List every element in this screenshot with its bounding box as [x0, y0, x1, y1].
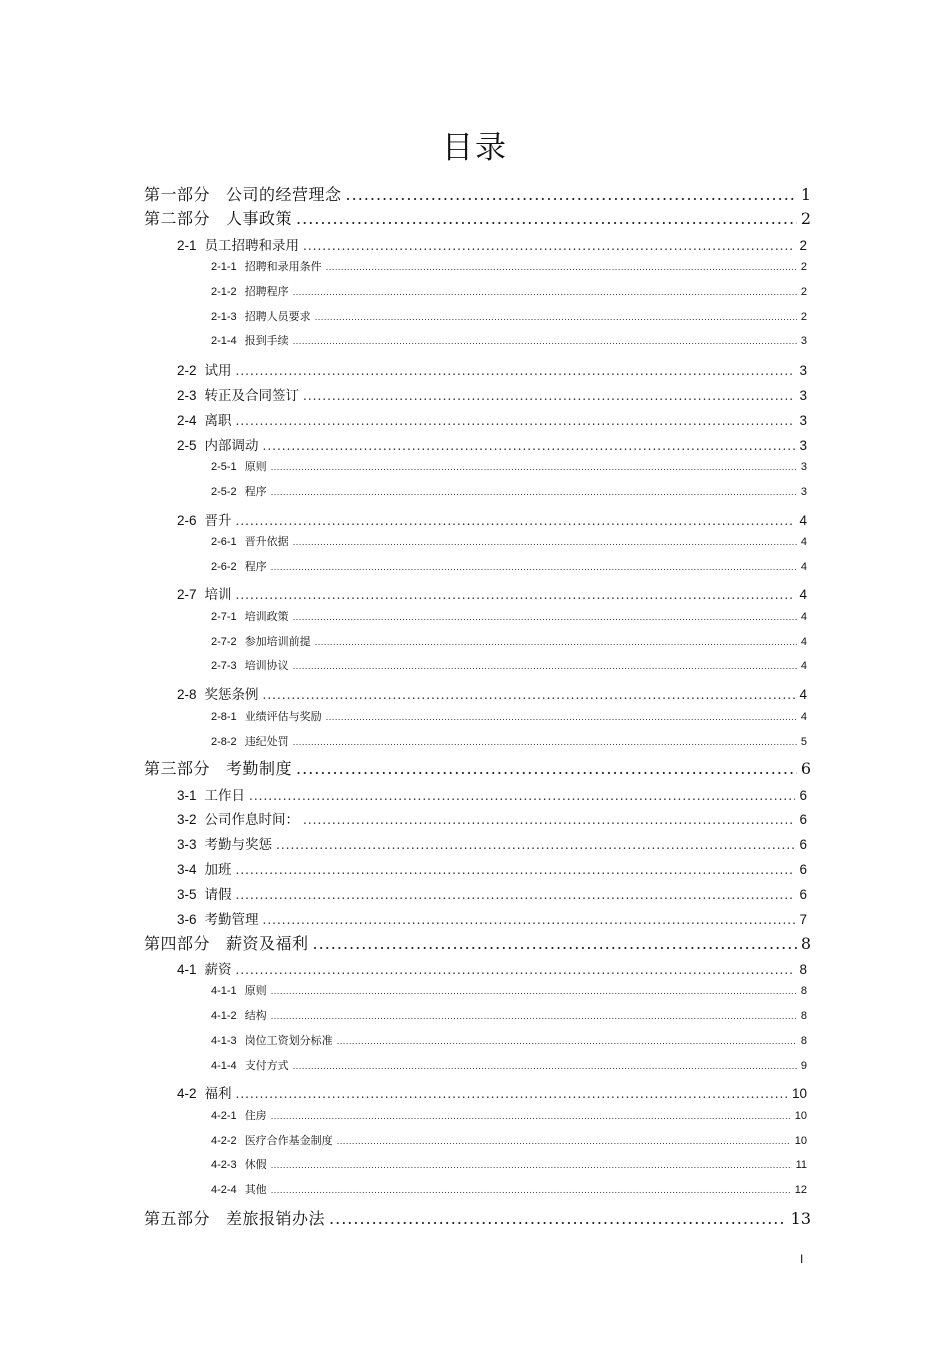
toc-entry-title: 薪资	[204, 962, 232, 978]
toc-entry[interactable]	[177, 359, 807, 379]
toc-entry-number: 2-2	[177, 363, 197, 378]
toc-entry[interactable]	[177, 434, 807, 454]
toc-entry[interactable]	[211, 258, 807, 274]
toc-entry-title: 公司作息时间：	[204, 812, 300, 828]
toc-entry-label	[144, 756, 292, 779]
toc-leader-dots	[296, 209, 797, 228]
toc-entry-number: 2-5	[177, 438, 197, 453]
toc-entry-number: 3-3	[177, 837, 197, 852]
toc-leader-dots	[271, 1112, 791, 1121]
toc-entry-page: 4	[800, 611, 807, 623]
toc-entry-title: 招聘人员要求	[244, 310, 311, 323]
toc-entry-label	[177, 409, 232, 429]
toc-leader-dots	[326, 713, 797, 722]
toc-leader-dots	[293, 288, 797, 297]
toc-entry-page: 3	[799, 388, 807, 403]
toc-entry[interactable]	[211, 283, 807, 299]
toc-entry-title: 人事政策	[226, 209, 293, 228]
toc-leader-dots	[236, 588, 796, 602]
toc-entry-title: 招聘程序	[244, 285, 289, 298]
toc-entry-label	[211, 558, 267, 574]
toc-entry-page: 9	[800, 1060, 807, 1072]
toc-entry-label	[211, 1181, 267, 1197]
toc-entry-label	[211, 708, 322, 724]
toc-entry-label	[144, 182, 342, 205]
toc-entry-number: 2-1-3	[211, 311, 237, 323]
toc-entry[interactable]	[211, 657, 807, 673]
toc-entry-title: 考勤制度	[226, 759, 293, 778]
toc-entry-label	[211, 1132, 333, 1148]
toc-entry[interactable]	[211, 1107, 807, 1123]
toc-entry-number: 第二部分	[144, 209, 211, 228]
toc-entry-page: 8	[800, 1010, 807, 1022]
toc-entry-title: 晋升依据	[244, 535, 289, 548]
toc-entry-label	[211, 483, 267, 499]
toc-entry[interactable]	[211, 483, 807, 499]
toc-entry-number: 4-1-3	[211, 1035, 237, 1047]
toc-entry-page: 4	[799, 513, 807, 528]
toc-entry-page: 6	[799, 812, 807, 827]
toc-entry-number: 2-8	[177, 687, 197, 702]
toc-entry-label	[177, 808, 299, 828]
toc-entry[interactable]	[211, 533, 807, 549]
toc-entry-label	[177, 384, 299, 404]
toc-entry-number: 2-6-1	[211, 536, 237, 548]
toc-entry-title: 业绩评估与奖励	[244, 710, 322, 723]
toc-entry-label	[177, 434, 259, 454]
toc-entry-page: 1	[800, 185, 811, 204]
toc-entry-page: 8	[800, 934, 811, 953]
toc-entry-title: 奖惩条例	[204, 687, 259, 703]
toc-entry-label	[211, 1007, 267, 1023]
toc-entry-number: 2-7-1	[211, 611, 237, 623]
toc-entry-title: 支付方式	[244, 1059, 289, 1072]
toc-entry-page: 2	[800, 261, 807, 273]
toc-leader-dots	[293, 738, 797, 747]
toc-entry-page: 6	[799, 862, 807, 877]
toc-entry-number: 3-1	[177, 788, 197, 803]
toc-entry-title: 离职	[204, 413, 232, 429]
toc-entry-page: 13	[790, 1209, 811, 1228]
toc-entry-page: 10	[794, 1110, 807, 1122]
toc-entry-label	[211, 657, 289, 673]
toc-entry[interactable]	[177, 583, 807, 603]
toc-leader-dots	[293, 662, 797, 671]
toc-entry-page: 3	[799, 363, 807, 378]
toc-entry-title: 程序	[244, 560, 267, 573]
toc-leader-dots	[346, 185, 797, 204]
toc-entry-label	[144, 1206, 325, 1229]
toc-entry-number: 2-1	[177, 238, 197, 253]
toc-leader-dots	[296, 759, 797, 778]
toc-entry-title: 结构	[244, 1009, 267, 1022]
toc-entry[interactable]	[177, 833, 807, 853]
toc-entry-label	[211, 982, 267, 998]
toc-entry-title: 差旅报销办法	[226, 1209, 326, 1228]
toc-leader-dots	[315, 313, 797, 322]
toc-entry-label	[211, 283, 289, 299]
toc-entry-number: 4-2	[177, 1086, 197, 1101]
toc-entry[interactable]	[211, 708, 807, 724]
toc-leader-dots	[337, 1137, 791, 1146]
toc-entry-number: 2-1-2	[211, 286, 237, 298]
toc-entry[interactable]	[177, 384, 807, 404]
toc-entry-label	[211, 258, 322, 274]
toc-entry-number: 4-2-3	[211, 1159, 237, 1171]
toc-entry-title: 培训协议	[244, 659, 289, 672]
toc-entry-label	[177, 958, 232, 978]
toc-entry-label	[211, 458, 267, 474]
page-number: I	[800, 1252, 804, 1266]
toc-entry-label	[177, 509, 232, 529]
toc-entry-page: 4	[799, 587, 807, 602]
toc-entry-page: 2	[800, 286, 807, 298]
toc-entry-title: 报到手续	[244, 334, 289, 347]
toc-entry-label	[211, 633, 311, 649]
toc-leader-dots	[263, 439, 796, 453]
toc-entry[interactable]	[211, 733, 807, 749]
toc-entry-label	[177, 784, 245, 804]
toc-entry-title: 参加培训前提	[244, 635, 311, 648]
toc-entry-page: 3	[800, 461, 807, 473]
toc-entry-page: 3	[800, 486, 807, 498]
toc-entry-number: 4-1-4	[211, 1060, 237, 1072]
toc-leader-dots	[271, 463, 797, 472]
toc-leader-dots	[271, 987, 797, 996]
toc-entry[interactable]	[177, 883, 807, 903]
toc-entry[interactable]	[144, 931, 811, 954]
toc-entry-label	[177, 683, 259, 703]
toc-entry[interactable]	[211, 633, 807, 649]
toc-leader-dots	[236, 963, 796, 977]
toc-entry-page: 11	[795, 1159, 807, 1171]
toc-leader-dots	[236, 888, 796, 902]
toc-entry-page: 6	[799, 837, 807, 852]
toc-entry-page: 3	[800, 335, 807, 347]
toc-entry-title: 原则	[244, 460, 267, 473]
toc-leader-dots	[236, 364, 796, 378]
toc-entry-number: 2-1-1	[211, 261, 237, 273]
toc-entry[interactable]	[211, 332, 807, 348]
toc-leader-dots	[293, 538, 797, 547]
toc-entry-page: 12	[794, 1184, 807, 1196]
toc-entry-page: 4	[800, 536, 807, 548]
toc-entry-number: 2-7-2	[211, 636, 237, 648]
toc-entry-title: 福利	[204, 1086, 232, 1102]
toc-entry-label	[211, 1156, 267, 1172]
toc-entry-page: 8	[799, 962, 807, 977]
toc-leader-dots	[293, 337, 797, 346]
toc-entry-number: 2-6-2	[211, 561, 237, 573]
toc-entry-label	[211, 533, 289, 549]
toc-entry-label	[211, 1032, 333, 1048]
toc-entry[interactable]	[144, 206, 811, 229]
toc-entry[interactable]	[177, 1082, 807, 1102]
toc-entry-number: 第三部分	[144, 759, 211, 778]
toc-leader-dots	[271, 563, 797, 572]
toc-entry-number: 第四部分	[144, 934, 211, 953]
toc-leader-dots	[236, 863, 796, 877]
toc-entry-page: 3	[799, 413, 807, 428]
toc-entry-label	[144, 206, 292, 229]
toc-entry-title: 工作日	[204, 788, 246, 804]
toc-leader-dots	[315, 638, 797, 647]
toc-leader-dots	[293, 613, 797, 622]
toc-entry-title: 晋升	[204, 513, 232, 529]
toc-entry-label	[177, 858, 232, 878]
toc-entry-page: 5	[800, 736, 807, 748]
toc-entry-label	[211, 1057, 289, 1073]
toc-entry-title: 原则	[244, 984, 267, 997]
toc-entry-page: 6	[799, 788, 807, 803]
toc-entry-page: 2	[800, 209, 811, 228]
toc-entry-title: 住房	[244, 1109, 267, 1122]
toc-entry-number: 4-2-1	[211, 1110, 237, 1122]
toc-entry-label	[177, 883, 232, 903]
toc-entry-title: 公司的经营理念	[226, 185, 342, 204]
toc-entry[interactable]	[211, 458, 807, 474]
toc-entry[interactable]	[177, 234, 807, 254]
toc-entry-number: 3-4	[177, 862, 197, 877]
toc-entry-title: 岗位工资划分标准	[244, 1034, 333, 1047]
toc-entry-label	[211, 608, 289, 624]
toc-entry-title: 员工招聘和录用	[204, 238, 300, 254]
toc-entry-number: 2-7-3	[211, 660, 237, 672]
toc-entry[interactable]	[177, 958, 807, 978]
toc-leader-dots	[236, 1087, 788, 1101]
toc-entry-label	[177, 583, 232, 603]
toc-entry-number: 第一部分	[144, 185, 211, 204]
toc-entry-title: 医疗合作基金制度	[244, 1134, 333, 1147]
toc-entry[interactable]	[177, 858, 807, 878]
toc-entry-title: 加班	[204, 862, 232, 878]
toc-entry-title: 考勤与奖惩	[204, 837, 273, 853]
toc-entry[interactable]	[177, 908, 807, 928]
toc-entry-page: 3	[799, 438, 807, 453]
toc-entry-number: 2-7	[177, 587, 197, 602]
toc-entry-number: 4-1	[177, 962, 197, 977]
toc-entry-title: 其他	[244, 1183, 267, 1196]
toc-leader-dots	[249, 789, 795, 803]
toc-entry[interactable]	[211, 982, 807, 998]
toc-leader-dots	[263, 688, 796, 702]
toc-entry-title: 内部调动	[204, 438, 259, 454]
toc-leader-dots	[337, 1037, 797, 1046]
toc-leader-dots	[236, 414, 796, 428]
toc-entry-page: 4	[800, 660, 807, 672]
toc-entry[interactable]	[211, 1181, 807, 1197]
toc-leader-dots	[303, 389, 795, 403]
toc-entry[interactable]	[211, 1156, 807, 1172]
toc-entry-page: 4	[800, 636, 807, 648]
toc-entry-page: 6	[799, 887, 807, 902]
toc-entry[interactable]	[211, 608, 807, 624]
toc-entry-label	[177, 234, 299, 254]
toc-entry-label	[177, 833, 272, 853]
toc-leader-dots	[271, 1186, 791, 1195]
toc-leader-dots	[326, 263, 797, 272]
toc-entry-number: 2-3	[177, 388, 197, 403]
toc-entry[interactable]	[177, 509, 807, 529]
toc-entry-number: 2-5-1	[211, 461, 237, 473]
toc-entry[interactable]	[211, 1057, 807, 1073]
toc-entry-page: 8	[800, 985, 807, 997]
toc-leader-dots	[271, 488, 797, 497]
toc-leader-dots	[293, 1062, 797, 1071]
toc-entry-number: 2-6	[177, 513, 197, 528]
toc-entry-title: 薪资及福利	[226, 934, 309, 953]
toc-entry-label	[211, 733, 289, 749]
toc-entry-page: 10	[794, 1135, 807, 1147]
toc-entry-number: 3-5	[177, 887, 197, 902]
toc-entry[interactable]	[144, 182, 811, 205]
toc-leader-dots	[271, 1012, 797, 1021]
toc-entry-page: 6	[800, 759, 811, 778]
toc-entry-title: 休假	[244, 1158, 267, 1171]
toc-entry[interactable]	[177, 808, 807, 828]
toc-entry[interactable]	[211, 1032, 807, 1048]
toc-entry-label	[211, 1107, 267, 1123]
toc-entry-title: 请假	[204, 887, 232, 903]
toc-entry[interactable]	[177, 683, 807, 703]
toc-leader-dots	[313, 934, 797, 953]
toc-leader-dots	[303, 813, 795, 827]
toc-entry-title: 违纪处罚	[244, 735, 289, 748]
toc-entry[interactable]	[211, 1007, 807, 1023]
toc-leader-dots	[263, 913, 796, 927]
toc-entry-number: 2-1-4	[211, 335, 237, 347]
page-title: 目录	[442, 130, 508, 166]
toc-entry-page: 10	[791, 1086, 807, 1101]
toc-entry-page: 7	[799, 912, 807, 927]
toc-leader-dots	[276, 838, 795, 852]
toc-entry-title: 培训政策	[244, 610, 289, 623]
toc-entry[interactable]	[211, 1132, 807, 1148]
toc-entry-page: 2	[799, 238, 807, 253]
toc-entry[interactable]	[144, 1206, 811, 1229]
toc-entry-page: 4	[799, 687, 807, 702]
toc-entry-label	[177, 1082, 232, 1102]
toc-entry-number: 4-2-2	[211, 1135, 237, 1147]
toc-entry-label	[177, 359, 232, 379]
toc-entry-page: 4	[800, 561, 807, 573]
toc-entry-number: 2-8-1	[211, 711, 237, 723]
toc-leader-dots	[329, 1209, 787, 1228]
toc-entry-number: 2-5-2	[211, 486, 237, 498]
toc-entry-title: 考勤管理	[204, 912, 259, 928]
toc-entry[interactable]	[177, 409, 807, 429]
toc-leader-dots	[303, 239, 795, 253]
toc-entry-page: 4	[800, 711, 807, 723]
toc-entry-label	[211, 308, 311, 324]
toc-leader-dots	[271, 1161, 792, 1170]
toc-entry-number: 2-4	[177, 413, 197, 428]
toc-entry-title: 转正及合同签订	[204, 388, 300, 404]
toc-entry-number: 3-6	[177, 912, 197, 927]
toc-entry-number: 4-1-2	[211, 1010, 237, 1022]
toc-entry-number: 4-2-4	[211, 1184, 237, 1196]
toc-entry-label	[144, 931, 309, 954]
toc-entry[interactable]	[211, 558, 807, 574]
toc-leader-dots	[236, 514, 796, 528]
toc-entry-label	[177, 908, 259, 928]
toc-entry[interactable]	[211, 308, 807, 324]
toc-entry-number: 3-2	[177, 812, 197, 827]
toc-entry-title: 试用	[204, 363, 232, 379]
toc-entry-title: 培训	[204, 587, 232, 603]
toc-entry[interactable]	[144, 756, 811, 779]
toc-entry-title: 程序	[244, 485, 267, 498]
toc-entry-number: 第五部分	[144, 1209, 211, 1228]
toc-entry-label	[211, 332, 289, 348]
toc-entry-number: 2-8-2	[211, 736, 237, 748]
toc-entry-title: 招聘和录用条件	[244, 260, 322, 273]
toc-entry[interactable]	[177, 784, 807, 804]
toc-entry-page: 2	[800, 311, 807, 323]
toc-entry-number: 4-1-1	[211, 985, 237, 997]
toc-entry-page: 8	[800, 1035, 807, 1047]
